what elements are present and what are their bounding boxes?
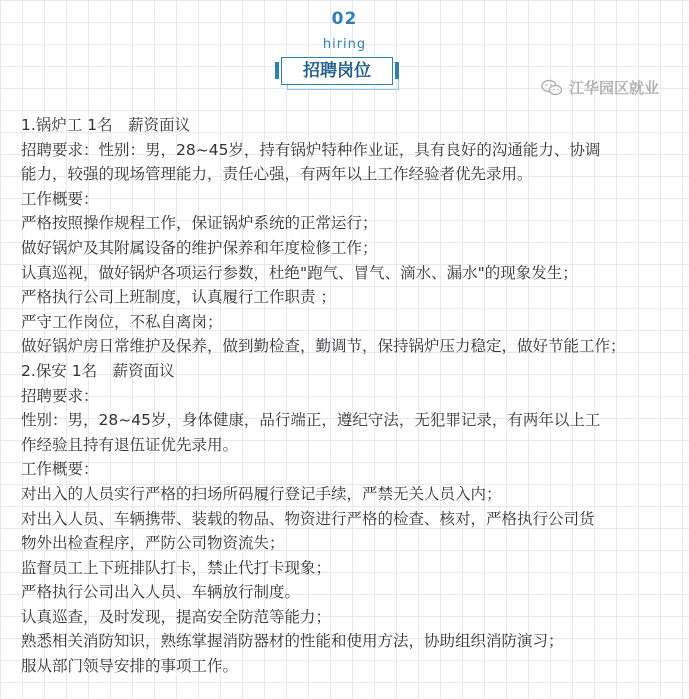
watermark-text: 江华园区就业 xyxy=(568,79,659,97)
content-line: 工作概要： xyxy=(21,189,99,208)
section-title: 招聘岗位 xyxy=(303,61,371,81)
content-line: 作经验且持有退伍证优先录用。 xyxy=(21,435,239,454)
content-line: 性别：男，28~45岁，身体健康，品行端正，遵纪守法，无犯罪记录，有两年以上工 xyxy=(21,411,601,430)
content-line: 严格按照操作规程工作，保证锅炉系统的正常运行； xyxy=(21,214,378,233)
content-line: 招聘要求：性别：男，28~45岁，持有锅炉特种作业证，具有良好的沟通能力、协调 xyxy=(21,140,601,159)
content-line: 2.保安 1名 薪资面议 xyxy=(21,361,175,380)
content-line: 服从部门领导安排的事项工作。 xyxy=(21,657,239,676)
watermark xyxy=(541,77,659,98)
content-line: 物外出检查程序，严防公司物资流失； xyxy=(21,534,285,553)
wechat-icon xyxy=(541,79,563,97)
section-number: 02 xyxy=(331,9,358,29)
content-line: 对出入的人员实行严格的扫场所码履行登记手续，严禁无关人员入内； xyxy=(21,484,502,503)
content-line: 严格执行公司上班制度，认真履行工作职责 ； xyxy=(21,288,336,307)
job-content xyxy=(21,113,671,679)
content-line: 做好锅炉房日常维护及保养，做到勤检查，勤调节，保持锅炉压力稳定，做好节能工作； xyxy=(21,337,626,356)
content-line: 严格执行公司出入人员、车辆放行制度。 xyxy=(21,583,301,602)
content-line: 严守工作岗位，不私自离岗； xyxy=(21,312,223,331)
section-subtitle: hiring xyxy=(322,37,367,52)
content-line: 能力，较强的现场管理能力，责任心强，有两年以上工作经验者优先录用。 xyxy=(21,165,533,184)
content-line: 对出入人员、车辆携带、装载的物品、物资进行严格的检查、核对，严格执行公司货 xyxy=(21,509,595,528)
content-line: 监督员工上下班排队打卡，禁止代打卡现象； xyxy=(21,558,332,577)
content-line: 招聘要求： xyxy=(21,386,99,405)
section-title-badge xyxy=(281,57,399,89)
content-line: 认真巡视，做好锅炉各项运行参数，杜绝"跑气、冒气、滴水、漏水"的现象发生； xyxy=(21,263,578,282)
content-line: 熟悉相关消防知识，熟练掌握消防器材的性能和使用方法，协助组织消防演习； xyxy=(21,632,564,651)
content-line: 工作概要： xyxy=(21,460,99,479)
content-line: 认真巡查，及时发现，提高安全防范等能力； xyxy=(21,607,332,626)
content-line: 做好锅炉及其附属设备的维护保养和年度检修工作； xyxy=(21,238,378,257)
content-line: 1.锅炉工 1名 薪资面议 xyxy=(21,116,191,134)
